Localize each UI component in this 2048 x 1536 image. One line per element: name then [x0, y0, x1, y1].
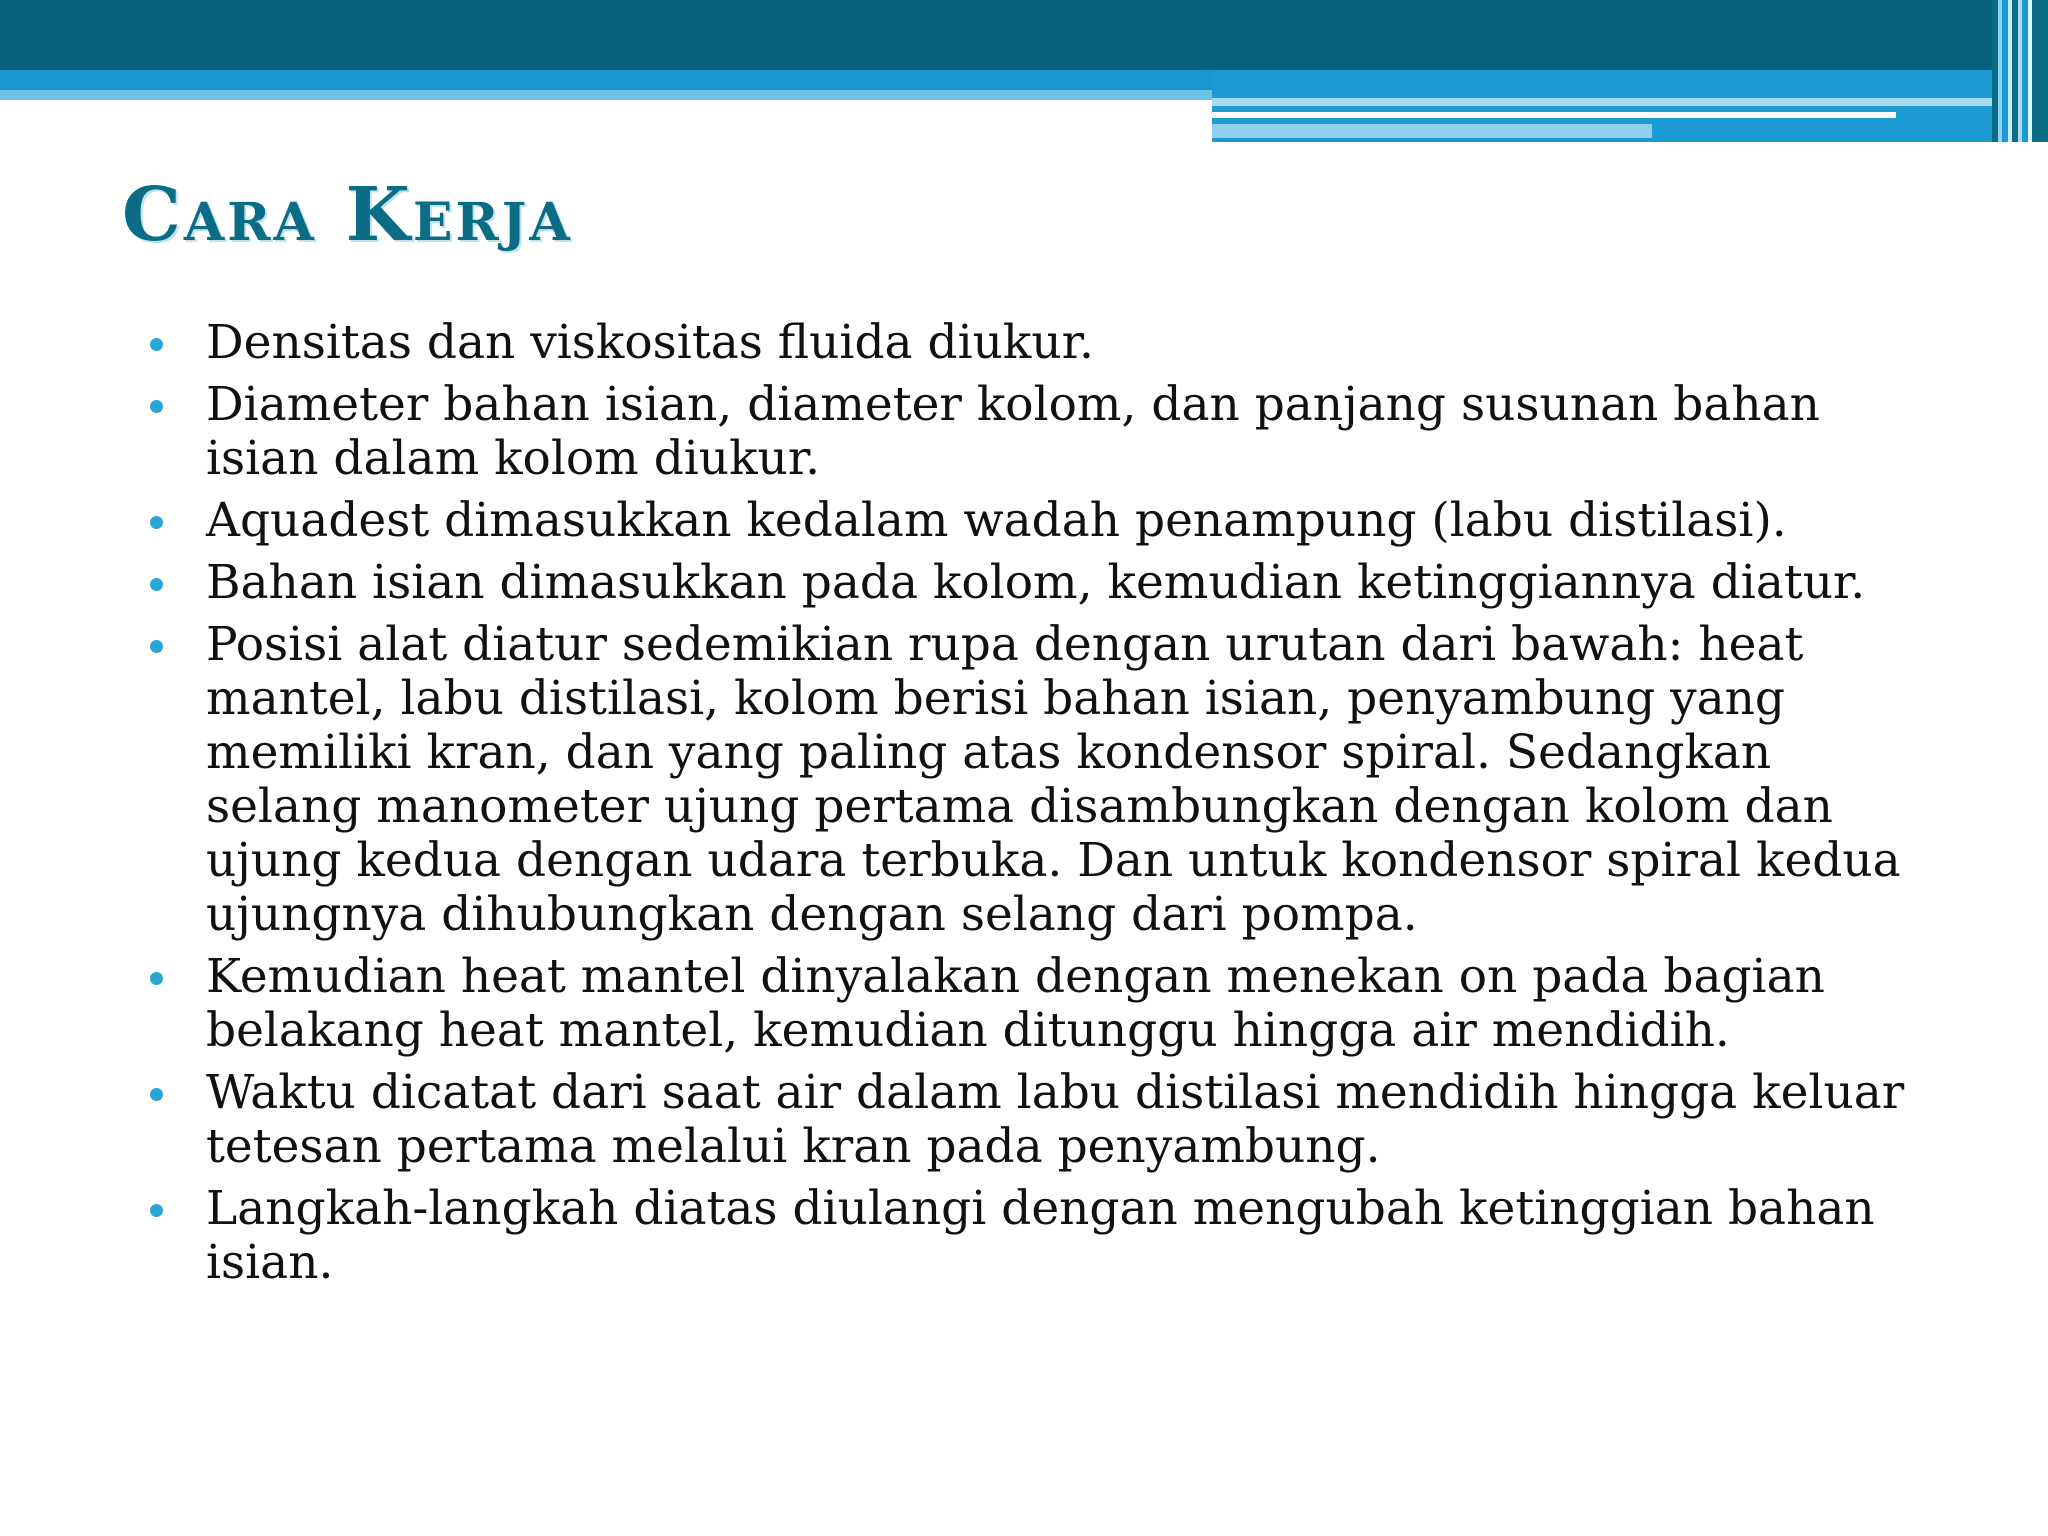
bullet-text: Aquadest dimasukkan kedalam wadah penampung (labu distilasi). [206, 493, 1787, 548]
bullet-icon [150, 338, 163, 351]
header-line-2 [1212, 112, 1896, 118]
bullet-icon [150, 1204, 163, 1217]
bullet-item [148, 494, 1938, 548]
slide-title: Cara Kerja [122, 172, 573, 258]
bullet-item [148, 1066, 1938, 1174]
stripe [2032, 0, 2048, 142]
slide-content [148, 316, 1938, 1298]
bullet-text: Diameter bahan isian, diameter kolom, dan panjang susunan bahan isian dalam kolom diukur. [206, 377, 1820, 486]
bullet-text: Waktu dicatat dari saat air dalam labu distilasi mendidih hingga keluar tetesan pertama melalui kran pada penyambung. [206, 1065, 1905, 1174]
bullet-item [148, 950, 1938, 1058]
bullet-icon [150, 516, 163, 529]
header-line-3 [1212, 124, 1652, 138]
bullet-item [148, 556, 1938, 610]
bullet-list [148, 316, 1938, 1290]
bullet-icon [150, 1088, 163, 1101]
header-band-dark [0, 0, 2048, 70]
header-line-1 [1212, 98, 2048, 106]
bullet-text: Kemudian heat mantel dinyalakan dengan menekan on pada bagian belakang heat mantel, kemudian ditunggu hingga air mendidih. [206, 949, 1825, 1058]
bullet-item [148, 618, 1938, 942]
bullet-item [148, 378, 1938, 486]
bullet-icon [150, 972, 163, 985]
bullet-text: Densitas dan viskositas fluida diukur. [206, 315, 1094, 370]
bullet-icon [150, 400, 163, 413]
header-vertical-stripes [1992, 0, 2048, 142]
bullet-text: Langkah-langkah diatas diulangi dengan mengubah ketinggian bahan isian. [206, 1181, 1875, 1290]
bullet-item [148, 1182, 1938, 1290]
bullet-text: Posisi alat diatur sedemikian rupa dengan urutan dari bawah: heat mantel, labu distilasi, kolom berisi bahan isian, penyambung yang memiliki kran, dan yang paling atas kondensor spiral. Sedangkan selang manometer ujung pertama disambungkan dengan kolom dan ujung kedua dengan udara terbuka. Dan untuk kondensor spiral kedua ujungnya dihubungkan dengan selang dari pompa. [206, 617, 1901, 942]
bullet-item [148, 316, 1938, 370]
header-band-blue [0, 70, 1212, 90]
bullet-icon [150, 640, 163, 653]
bullet-text: Bahan isian dimasukkan pada kolom, kemudian ketinggiannya diatur. [206, 555, 1866, 610]
header-band-light [0, 90, 1212, 100]
bullet-icon [150, 578, 163, 591]
